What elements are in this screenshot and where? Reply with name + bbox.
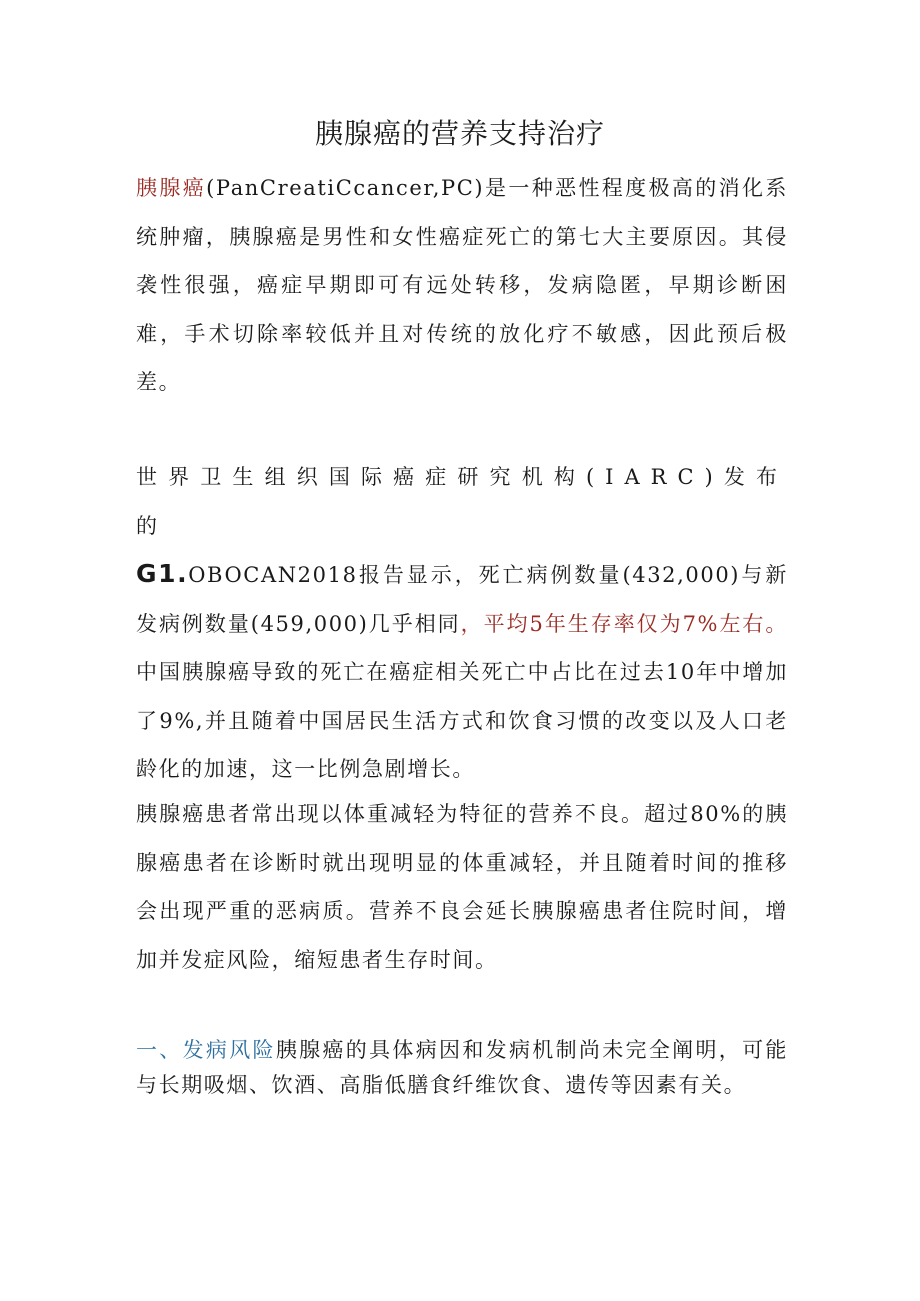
statistics-text-continued: 中国胰腺癌导致的死亡在癌症相关死亡中占比在过去10年中增加了9%,并且随着中国居民生活方式和饮食习惯的改变以及人口老龄化的加速，这一比例急剧增长。 bbox=[136, 660, 788, 781]
statistics-text: OBOCAN2018报告显示，死亡病例数量(432,000)与新发病例数量(459,000)几乎相同 bbox=[136, 563, 788, 636]
statistics-first-line: 世界卫生组织国际癌症研究机构(IARC)发布的 bbox=[136, 465, 788, 538]
paragraph-malnutrition: 胰腺癌患者常出现以体重减轻为特征的营养不良。超过80%的胰腺癌患者在诊断时就出现明显的体重减轻，并且随着时间的推移会出现严重的恶病质。营养不良会延长胰腺癌患者住院时间，增加并发症风险，缩短患者生存时间。 bbox=[136, 802, 788, 972]
risk-text: 胰腺癌的具体病因和发病机制尚未完全阐明，可能与长期吸烟、饮酒、高脂低膳食纤维饮食、遗传等因素有关。 bbox=[136, 1038, 788, 1097]
globocan-prefix: G1. bbox=[136, 559, 189, 588]
section-heading: 一、发病风险 bbox=[136, 1038, 276, 1062]
paragraph-statistics bbox=[136, 453, 788, 794]
highlight-term: 胰腺癌 bbox=[136, 176, 207, 200]
paragraph-risk bbox=[136, 1033, 788, 1103]
survival-rate-highlight: ，平均5年生存率仅为7%左右。 bbox=[460, 611, 788, 636]
document-title: 胰腺癌的营养支持治疗 bbox=[314, 117, 605, 150]
paragraph-intro bbox=[136, 164, 788, 407]
intro-text: (PanCreatiCcancer,PC)是一种恶性程度极高的消化系统肿瘤，胰腺癌是男性和女性癌症死亡的第七大主要原因。其侵袭性很强，癌症早期即可有远处转移，发病隐匿，早期诊断困难，手术切除率较低并且对传统的放化疗不敏感，因此预后极差。 bbox=[136, 176, 788, 394]
